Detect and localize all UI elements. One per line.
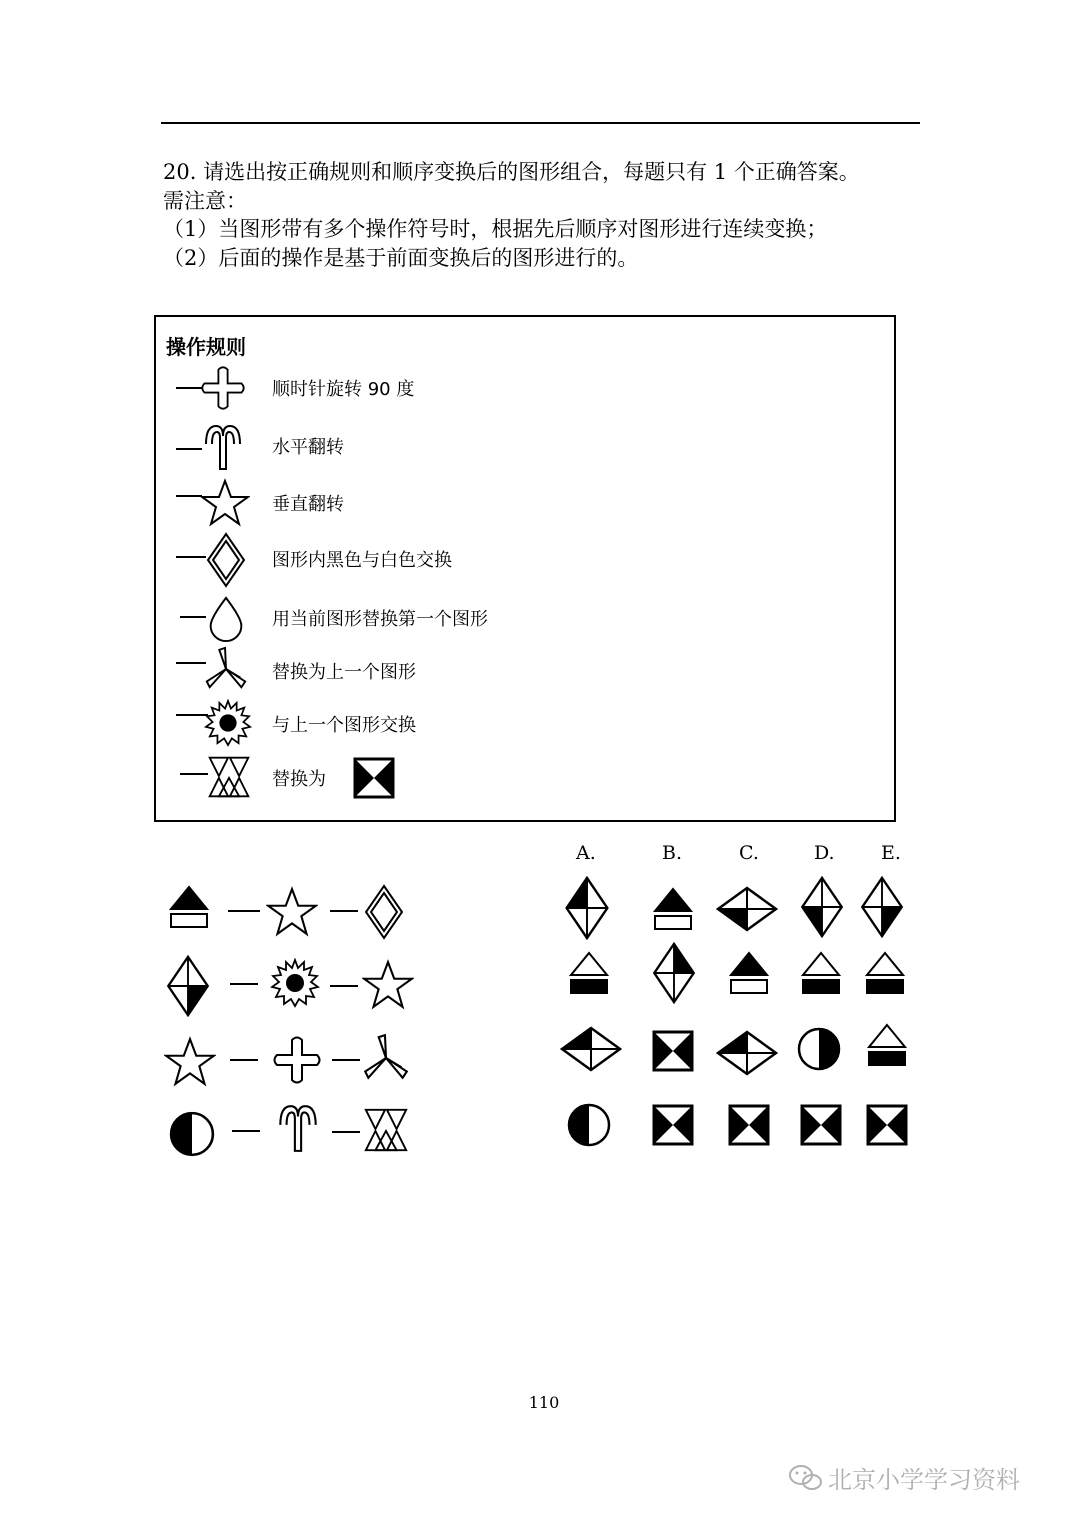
rule-item-label: 替换为	[272, 769, 326, 790]
star-icon	[174, 476, 254, 528]
arch-flip-icon	[174, 419, 254, 475]
rule-item	[174, 697, 874, 747]
rule-item-label: 图形内黑色与白色交换	[272, 550, 452, 571]
options-grid[interactable]	[556, 872, 926, 1162]
sun-icon	[174, 697, 254, 749]
rules-box-title: 操作规则	[166, 335, 246, 359]
rule-item	[174, 643, 874, 693]
rule-item-label: 水平翻转	[272, 437, 344, 458]
rule-item	[174, 751, 874, 801]
question-line-4: （2）后面的操作是基于前面变换后的图形进行的。	[163, 246, 639, 270]
rule-item-label: 替换为上一个图形	[272, 662, 416, 683]
rule-item	[174, 476, 874, 526]
option-label-e: E.	[881, 842, 901, 864]
question-sequences	[160, 872, 460, 1172]
rule-item-label: 与上一个图形交换	[272, 715, 416, 736]
three-triangles-icon	[174, 751, 254, 803]
rule-item-label: 用当前图形替换第一个图形	[272, 609, 488, 630]
watermark-text: 北京小学学习资料	[828, 1466, 1020, 1494]
page-number: 110	[528, 1393, 560, 1412]
rule-item	[174, 363, 874, 413]
question-line-3: （1）当图形带有多个操作符号时，根据先后顺序对图形进行连续变换；	[163, 217, 828, 241]
wechat-icon	[788, 1462, 824, 1494]
rule-item-label: 垂直翻转	[272, 494, 344, 515]
rule-item	[174, 593, 874, 643]
hourglass-icon	[352, 756, 396, 800]
option-label-d: D.	[814, 842, 835, 864]
watermark	[788, 1456, 1058, 1496]
rules-box	[154, 315, 896, 822]
option-label-c: C.	[739, 842, 759, 864]
drop-icon	[174, 593, 254, 645]
double-diamond-icon	[174, 531, 254, 589]
cross-rotate-icon	[174, 363, 254, 413]
question-line-1: 20. 请选出按正确规则和顺序变换后的图形组合，每题只有 1 个正确答案。	[163, 160, 860, 184]
header-rule	[161, 122, 920, 124]
option-label-a: A.	[576, 842, 596, 864]
rule-item-label: 顺时针旋转 90 度	[272, 379, 415, 400]
option-label-b: B.	[662, 842, 683, 864]
rule-item	[174, 531, 874, 581]
question-line-2: 需注意：	[163, 189, 247, 213]
rule-item	[174, 419, 874, 469]
propeller-icon	[174, 643, 254, 695]
